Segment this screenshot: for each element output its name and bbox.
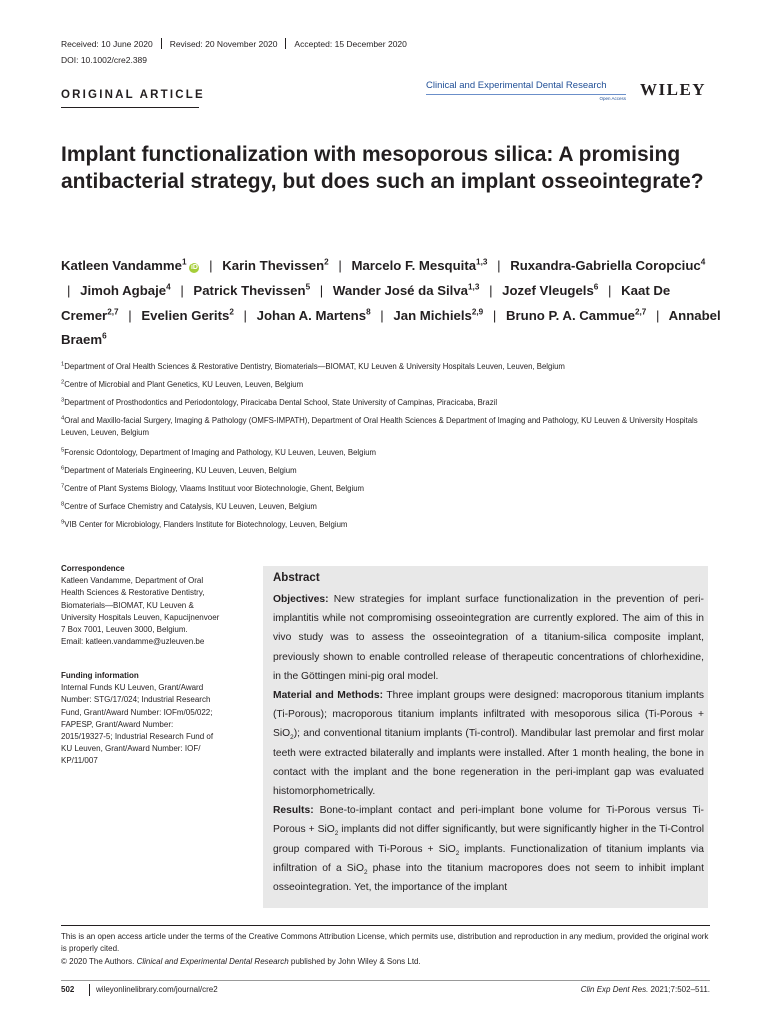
author-separator: | [338, 258, 342, 273]
copyright-suffix: published by John Wiley & Sons Ltd. [288, 956, 421, 966]
affiliation-number: 6 [61, 465, 65, 472]
results-text: Bone-to-implant contact and peri-implant bone volume for Ti-Porous versus Ti-Porous + SiO [273, 805, 704, 836]
affiliation-text: Centre of Microbial and Plant Genetics, KU Leuven, Leuven, Belgium [64, 380, 304, 389]
author-separator: | [489, 282, 493, 298]
author-name: Jimoh Agbaje [80, 282, 167, 298]
journal-url[interactable]: wileyonlinelibrary.com/journal/cre2 [96, 985, 218, 994]
affiliation [61, 465, 711, 477]
author[interactable] [351, 258, 487, 273]
funding-heading: Funding information [61, 671, 139, 680]
funding-line: Fund, Grant/Award Number: IOFm/05/022; [61, 707, 213, 717]
abstract-results [273, 801, 704, 897]
correspondence [61, 563, 241, 648]
author-separator: | [67, 282, 71, 298]
methods-label: Material and Methods: [273, 690, 384, 702]
revised-date: Revised: 20 November 2020 [169, 38, 278, 49]
accepted-date: Accepted: 15 December 2020 [294, 38, 407, 49]
date-separator [285, 38, 286, 49]
correspondence-heading: Correspondence [61, 564, 125, 573]
methods-text: Three implant groups were designed: macroporous titanium implants (Ti-Porous); macroporous titanium implants infiltrated with mesoporous silica (Ti-Porous + SiO [273, 690, 704, 740]
subscript: 2 [334, 830, 339, 838]
author-name: Jan Michiels [393, 307, 472, 323]
author-name: Katleen Vandamme [61, 258, 182, 273]
author-affiliation-number: 2 [324, 257, 329, 267]
affiliation-text: Forensic Odontology, Department of Imaging and Pathology, KU Leuven, Leuven, Belgium [64, 448, 377, 457]
author-name: Johan A. Martens [256, 307, 367, 323]
results-text: implants did not differ significantly, but were significantly higher in the Ti-Control group compared with Ti-Porous + SiO [273, 824, 704, 855]
author-name: Marcelo F. Mesquita [351, 258, 477, 273]
author-affiliation-number: 8 [366, 307, 371, 317]
author-name: Kaat De Cremer [61, 282, 671, 323]
affiliation-number: 8 [61, 501, 65, 508]
affiliation-number: 5 [61, 447, 65, 454]
affiliation-number: 9 [61, 519, 65, 526]
author-affiliation-number: 2 [229, 307, 234, 317]
affiliation [61, 483, 711, 495]
funding-line: KU Leuven, Grant/Award Number: IOF/ [61, 744, 201, 754]
author-name: Ruxandra-Gabriella Coropciuc [510, 258, 701, 273]
funding-line: FAPESP, Grant/Award Number: [61, 719, 174, 729]
author[interactable] [393, 308, 483, 323]
article-title: Implant functionalization with mesoporous silica: A promising antibacterial strategy, but does such an implant osseointegrate? [61, 143, 704, 193]
author-separator: | [209, 258, 213, 273]
author-affiliation-number: 2,7 [107, 307, 119, 317]
author-separator: | [656, 307, 660, 323]
funding-line: 2015/19327-5; Industrial Research Fund of [61, 732, 214, 742]
author[interactable] [222, 258, 328, 273]
author-separator: | [497, 258, 501, 273]
author[interactable] [506, 308, 646, 323]
author[interactable] [333, 283, 479, 298]
author-name: Evelien Gerits [141, 307, 230, 323]
affiliation-number: 3 [61, 397, 65, 404]
author-separator: | [128, 307, 132, 323]
affiliation-text: Department of Materials Engineering, KU Leuven, Leuven, Belgium [64, 466, 297, 475]
bottom-rule [61, 980, 710, 981]
orcid-icon[interactable]: iD [190, 264, 198, 271]
affiliation [61, 397, 711, 409]
copyright-journal: Clinical and Experimental Dental Research [136, 956, 289, 966]
abstract-box [263, 566, 708, 908]
author[interactable] [510, 258, 705, 273]
citation-details: 2021;7:502–511. [648, 985, 710, 994]
journal-logo[interactable] [426, 80, 630, 102]
funding-line: Internal Funds KU Leuven, Grant/Award [61, 683, 204, 693]
affiliation [61, 379, 711, 391]
page-separator [89, 984, 90, 996]
author-separator: | [319, 282, 324, 298]
author-separator: | [243, 307, 247, 323]
correspondence-line: 7 Box 7001, Leuven 3000, Belgium. [61, 625, 188, 635]
affiliation [61, 361, 711, 373]
objectives-text: New strategies for implant surface functionalization in the prevention of peri-implantitis while not compromising osseointegration are currently explored. The aim of this in vivo study was to assess the osseointegration of a titanium-silica composite implant, previously shown to enable controlled release of therapeutic concentrations of chlorhexidine, in the Göttingen mini-pig oral model. [273, 594, 704, 682]
results-label: Results: [273, 805, 314, 817]
license-notice [61, 931, 711, 968]
objectives-label: Objectives: [273, 594, 329, 605]
subscript: 2 [455, 849, 460, 857]
author-name: Wander José da Silva [332, 282, 469, 298]
journal-logo-name: Clinical and Experimental Dental Research [426, 80, 607, 91]
citation [581, 985, 710, 994]
author[interactable] [193, 283, 310, 298]
affiliation [61, 501, 711, 513]
author-separator: | [492, 307, 497, 323]
author[interactable] [61, 258, 199, 273]
publisher-logo[interactable]: WILEY [640, 80, 707, 99]
author-affiliation-number: 1 [181, 257, 187, 267]
correspondence-line: University Hospitals Leuven, Kapucijnenvoer [61, 612, 220, 622]
author-separator: | [180, 282, 184, 298]
author[interactable] [257, 308, 371, 323]
author[interactable] [502, 283, 598, 298]
affiliation-number: 2 [61, 379, 65, 386]
received-date: Received: 10 June 2020 [61, 38, 153, 49]
results-text: implants. Functionalization of titanium implants via infiltration of a SiO [273, 843, 704, 874]
abstract-objectives [273, 590, 704, 686]
affiliation-number: 7 [61, 483, 65, 490]
citation-journal: Clin Exp Dent Res. [580, 985, 649, 994]
author[interactable] [141, 308, 234, 323]
date-separator [161, 38, 162, 49]
abstract-heading: Abstract [273, 572, 320, 584]
history-dates [61, 38, 407, 49]
author-separator: | [380, 307, 384, 323]
author-name: Annabel Braem [61, 307, 721, 348]
affiliation-text: VIB Center for Microbiology, Flanders Institute for Biotechnology, Leuven, Belgium [64, 520, 348, 529]
author[interactable] [80, 283, 171, 298]
author-affiliation-number: 1,3 [468, 282, 480, 292]
funding-line: KP/11/007 [61, 756, 98, 766]
subscript: 2 [363, 868, 368, 876]
author-list [61, 254, 721, 353]
affiliation-text: Centre of Plant Systems Biology, Vlaams Instituut voor Biotechnologie, Ghent, Belgium [64, 484, 365, 493]
affiliation [61, 447, 711, 459]
author-affiliation-number: 4 [166, 282, 171, 292]
journal-logo-rule [426, 94, 626, 95]
correspondence-body [61, 575, 241, 648]
open-access-label: Open Access [599, 96, 626, 101]
abstract-methods [273, 686, 704, 801]
author-affiliation-number: 5 [305, 282, 311, 292]
correspondence-line: Biomaterials—BIOMAT, KU Leuven & [61, 600, 194, 610]
author-affiliation-number: 6 [593, 282, 599, 292]
doi[interactable]: DOI: 10.1002/cre2.389 [61, 55, 148, 65]
methods-text: ); and conventional titanium implants (Ti-control). Mandibular last premolar and first molar teeth were extracted bilaterally and implants were installed. After 1 month healing, the bone in contact with the implant and the bone regeneration in the peri-implant gap was evaluated histomorphometrically. [273, 728, 704, 798]
affiliation-number: 4 [61, 415, 65, 422]
page-number: 502 [61, 985, 75, 994]
author-name: Bruno P. A. Cammue [506, 307, 635, 323]
affiliation [61, 415, 711, 438]
article-type: ORIGINAL ARTICLE [61, 89, 205, 101]
funding-information [61, 670, 241, 768]
author-affiliation-number: 4 [700, 257, 706, 267]
affiliation-text: Oral and Maxillo-facial Surgery, Imaging & Pathology (OMFS-IMPATH), Department of Oral Health Sciences & Department of Imaging and Pathology, KU Leuven & University Hospitals Leuven, Leuven, Belgium [61, 416, 698, 437]
affiliation [61, 519, 711, 531]
footer-rule [61, 925, 710, 926]
funding-line: Number: STG/17/024; Industrial Research [61, 695, 211, 705]
subscript: 2 [290, 734, 294, 742]
copyright-prefix: © 2020 The Authors. [61, 956, 137, 966]
author-name: Karin Thevissen [222, 258, 325, 273]
author-affiliation-number: 1,3 [476, 257, 488, 267]
abstract-body [273, 590, 704, 897]
affiliation-text: Department of Oral Health Sciences & Restorative Dentistry, Biomaterials—BIOMAT, KU Leuven & University Hospitals Leuven, Leuven, Belgium [64, 362, 565, 371]
affiliation-number: 1 [61, 361, 65, 368]
correspondence-line: Health Sciences & Restorative Dentistry, [61, 588, 205, 598]
affiliation-text: Centre of Surface Chemistry and Catalysis, KU Leuven, Leuven, Belgium [64, 502, 317, 511]
results-text: phase into the titanium macropores does not seem to inhibit implant osseointegration. Yet, the importance of the implant [273, 862, 704, 894]
funding-body [61, 682, 241, 767]
license-text: This is an open access article under the terms of the Creative Commons Attribution License, which permits use, distribution and reproduction in any medium, provided the original work is properly cited. [61, 932, 709, 954]
author-affiliation-number: 6 [102, 332, 107, 341]
author-separator: | [608, 282, 612, 298]
article-type-underline [61, 107, 199, 108]
affiliation-text: Department of Prosthodontics and Periodontology, Piracicaba Dental School, State University of Campinas, Piracicaba, Brazil [64, 398, 498, 407]
copyright-line [61, 956, 711, 968]
author-name: Jozef Vleugels [502, 282, 594, 298]
correspondence-line: Katleen Vandamme, Department of Oral [61, 576, 204, 586]
correspondence-line: Email: katleen.vandamme@uzleuven.be [61, 637, 205, 647]
author-name: Patrick Thevissen [193, 282, 306, 298]
author-affiliation-number: 2,7 [634, 307, 647, 317]
author-affiliation-number: 2,9 [471, 307, 484, 317]
